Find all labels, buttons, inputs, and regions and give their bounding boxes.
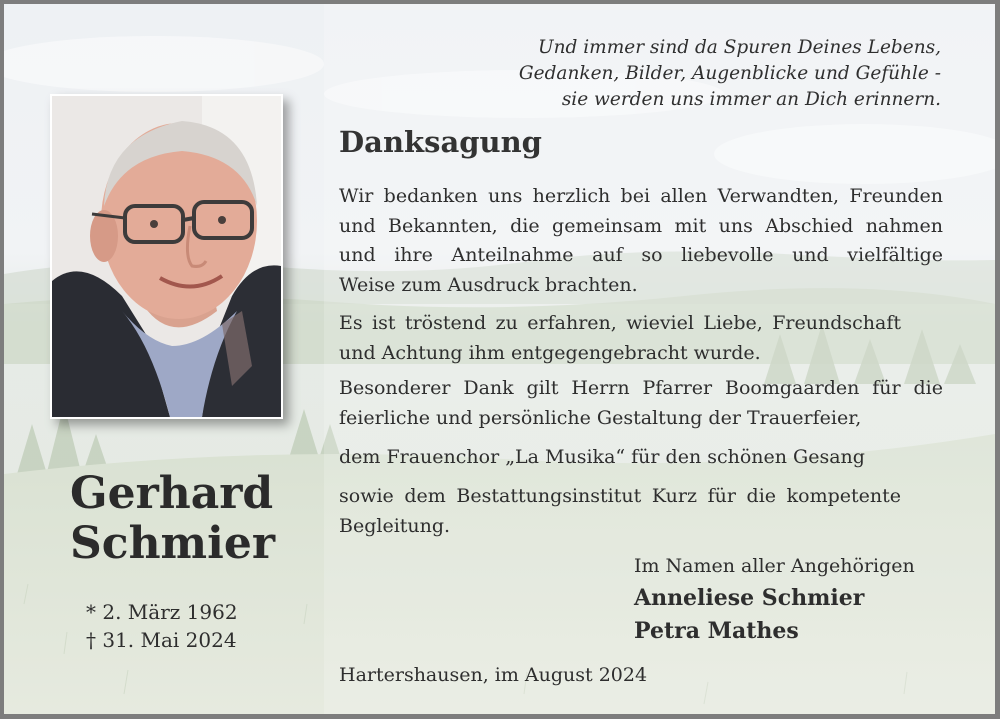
signature-intro: Im Namen aller Angehörigen <box>634 555 915 577</box>
birth-date: * 2. März 1962 <box>86 600 238 624</box>
heading-danksagung: Danksagung <box>339 125 542 159</box>
portrait-illustration <box>52 96 281 417</box>
text-line: und ihre Anteilnahme auf so liebevolle und vielfältige <box>339 244 943 266</box>
paragraph-thanks <box>339 182 943 300</box>
motto <box>501 35 941 113</box>
text-line: Weise zum Ausdruck brachten. <box>339 273 638 296</box>
text-line: Besonderer Dank gilt Herrn Pfarrer Boomgaarden für die <box>339 377 943 399</box>
last-name: Schmier <box>70 518 276 569</box>
paragraph-funeral-home <box>339 482 901 541</box>
portrait-photo <box>50 94 283 419</box>
text-line: feierliche und persönliche Gestaltung der Trauerfeier, <box>339 406 862 429</box>
text-line: Wir bedanken uns herzlich bei allen Verwandten, Freunden <box>339 185 943 207</box>
death-date: † 31. Mai 2024 <box>86 628 237 652</box>
motto-line: Gedanken, Bilder, Augenblicke und Gefühle - <box>518 63 941 84</box>
obituary-card <box>4 4 995 714</box>
signer-name: Petra Mathes <box>634 618 799 644</box>
text-line: und Bekannten, die gemeinsam mit uns Abschied nahmen <box>339 214 943 237</box>
paragraph-comfort <box>339 309 901 368</box>
place-date: Hartershausen, im August 2024 <box>339 664 648 686</box>
paragraph-pastor <box>339 374 943 433</box>
signer-name: Anneliese Schmier <box>634 585 865 611</box>
text-line: und Achtung ihm entgegengebracht wurde. <box>339 341 761 364</box>
text-line: sowie dem Bestattungsinstitut Kurz für die kompetente <box>339 485 901 507</box>
motto-line: sie werden uns immer an Dich erinnern. <box>561 89 941 110</box>
first-name: Gerhard <box>70 468 274 519</box>
text-line: Begleitung. <box>339 514 451 537</box>
motto-line: Und immer sind da Spuren Deines Lebens, <box>538 37 941 58</box>
signature-block <box>634 550 915 648</box>
deceased-name <box>70 469 275 569</box>
life-dates <box>86 598 238 654</box>
paragraph-choir: dem Frauenchor „La Musika“ für den schönen Gesang <box>339 446 865 468</box>
text-line: Es ist tröstend zu erfahren, wieviel Liebe, Freundschaft <box>339 312 901 334</box>
